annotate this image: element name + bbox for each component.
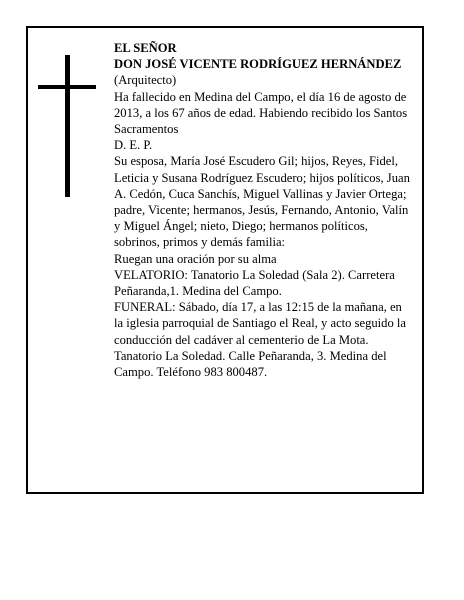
obituary-text (114, 40, 414, 380)
deceased-name: DON JOSÉ VICENTE RODRÍGUEZ HERNÁNDEZ (114, 57, 402, 72)
heading: EL SEÑOR (114, 41, 177, 55)
funeral-info: FUNERAL: Sábado, día 17, a las 12:15 de la mañana, en la iglesia parroquial de Santiago el Real, y acto seguido la conducción del cadáver al cementerio de La Mota. (114, 300, 407, 347)
cross-icon-bar (38, 85, 96, 89)
profession: (Arquitecto) (114, 73, 177, 88)
funeral-home-contact: Tanatorio La Soledad. Calle Peñaranda, 3. Medina del Campo. Teléfono 983 800487. (114, 348, 387, 380)
prayer-request: Ruegan una oración por su alma (114, 251, 277, 266)
wake-info: VELATORIO: Tanatorio La Soledad (Sala 2). Carretera Peñaranda,1. Medina del Campo. (114, 267, 395, 299)
death-announcement: Ha fallecido en Medina del Campo, el día 16 de agosto de 2013, a los 67 años de edad. Habiendo recibido los Santos Sacramentos (114, 89, 408, 137)
rip: D. E. P. (114, 138, 153, 153)
family-list: Su esposa, María José Escudero Gil; hijos, Reyes, Fidel, Leticia y Susana Rodríguez Escudero; hijos políticos, Juan A. Cedón, Cuca Sanchís, Miguel Vallinas y Javier Ortega; padre, Vicente; hermanos, Jesús, Fernando, Antonio, Valín y Miguel Ángel; nieto, Diego; hermanos políticos, sobrinos, primos y demás familia: (114, 154, 410, 250)
cross-icon (65, 55, 70, 197)
